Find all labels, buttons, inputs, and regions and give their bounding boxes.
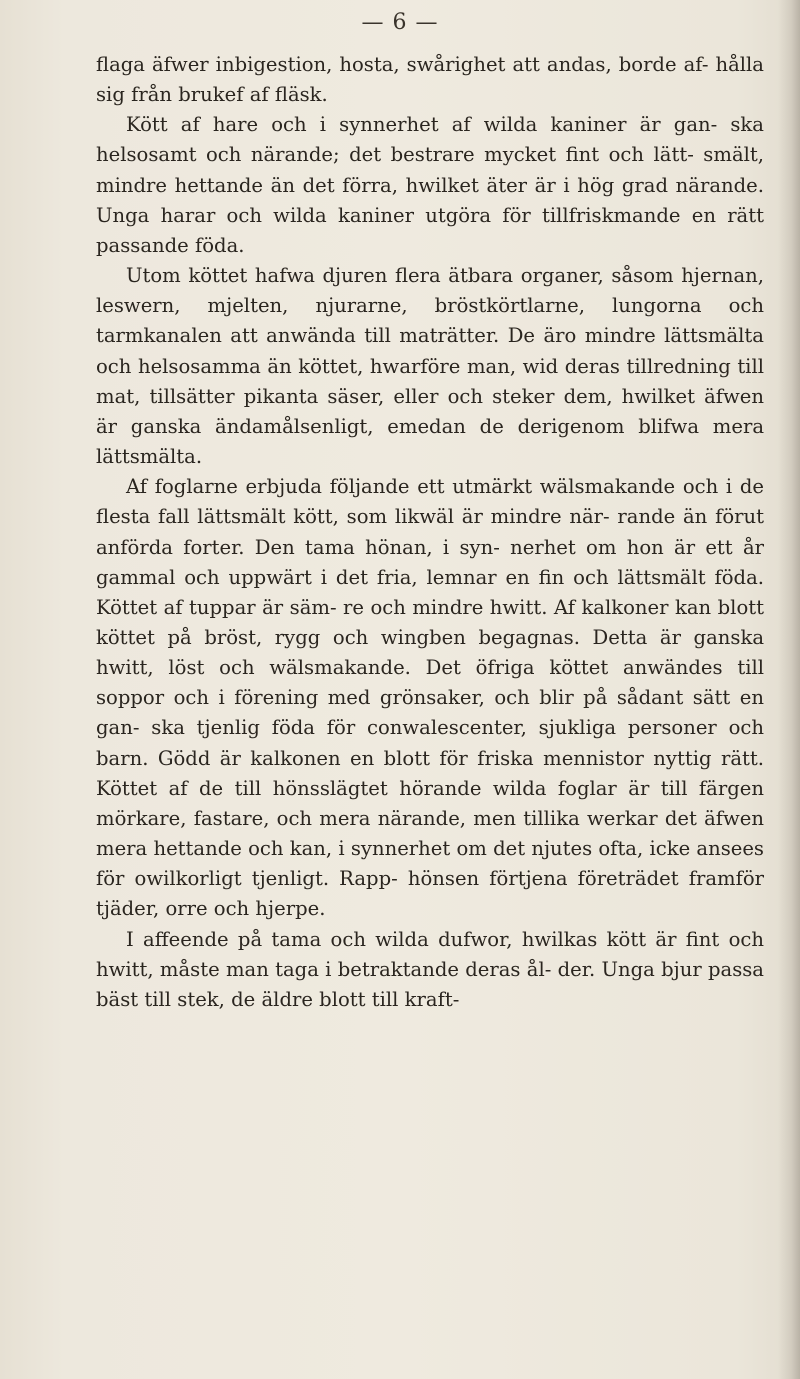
page-number-header: — 6 — bbox=[361, 10, 439, 35]
body-text bbox=[96, 50, 764, 1015]
paragraph: Kött af hare och i synnerhet af wilda kaniner är gan- ska helsosamt och närande; det bestrare mycket fint och lätt- smält, mindre hettande än det förra, hwilket äter är i hög grad närande. Unga harar och wilda kaniner utgöra för tillfriskmande en rätt passande föda. bbox=[96, 113, 764, 257]
paragraph: Utom köttet hafwa djuren flera ätbara organer, såsom hjernan, leswern, mjelten, njurarne, bröstkörtlarne, lungorna och tarmkanalen att anwända till maträtter. De äro mindre lättsmälta och helsosamma än köttet, hwarföre man, wid deras tillredning till mat, tillsätter pikanta säser, eller och steker dem, hwilket äfwen är ganska ändamålsenligt, emedan de derigenom blifwa mera lättsmälta. bbox=[96, 264, 764, 469]
paragraph: flaga äfwer inbigestion, hosta, swårighet att andas, borde af- hålla sig från brukef af fläsk. bbox=[96, 53, 764, 107]
page-edge-shadow bbox=[778, 0, 800, 1379]
paragraph: I affeende på tama och wilda dufwor, hwilkas kött är fint och hwitt, måste man taga i betraktande deras ål- der. Unga bjur passa bäst till stek, de äldre blott till kraft- bbox=[96, 927, 764, 1011]
paragraph: Af foglarne erbjuda följande ett utmärkt wälsmakande och i de flesta fall lättsmält kött, som likwäl är mindre när- rande än förut anförda forter. Den tama hönan, i syn- nerhet om hon är ett år gammal och uppwärt i det fria, lemnar en fin och lättsmält föda. Köttet af tuppar är säm- re och mindre hwitt. Af kalkoner kan blott köttet på bröst, rygg och wingben begagnas. Detta är ganska hwitt, löst och wälsmakande. Det öfriga köttet anwändes till soppor och i förening med grönsaker, och blir på sådant sätt en gan- ska tjenlig föda för conwalescenter, sjukliga personer och barn. Gödd är kalkonen en blott för friska mennistor nyttig rätt. Köttet af de till hönsslägtet hörande wilda foglar är till färgen mörkare, fastare, och mera närande, men tillika werkar det äfwen mera hettande och kan, i synnerhet om det njutes ofta, icke ansees för owilkorligt tjenligt. Rapp- hönsen förtjena företrädet framför tjäder, orre och hjerpe. bbox=[96, 475, 764, 921]
